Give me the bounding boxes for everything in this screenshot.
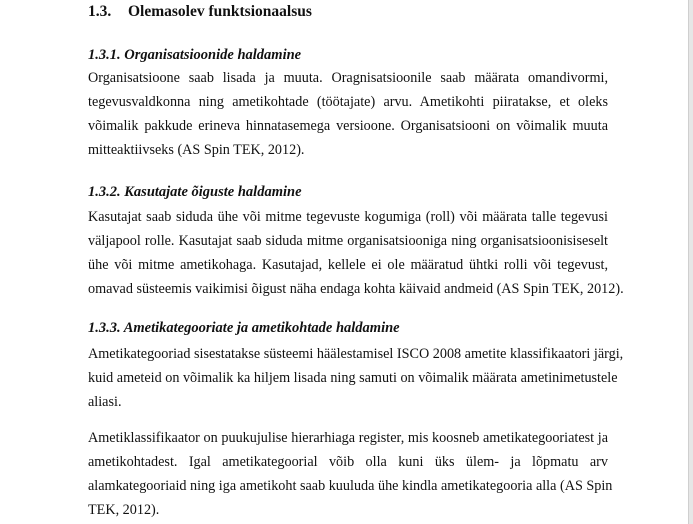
text-line: aliasi.: [88, 394, 122, 410]
subsection-heading-organisations: 1.3.1. Organisatsioonide haldamine: [88, 47, 302, 63]
paragraph-user-rights: [88, 205, 624, 301]
paragraph-job-categories: [88, 342, 624, 414]
section-title: Olemasolev funktsionaalsus: [128, 3, 312, 20]
text-line: tegevusvaldkonna ning ametikohtade (töötajate) arvu. Ametikohti piiratakse, et oleks: [88, 94, 608, 110]
paragraph-job-classifier: [88, 426, 613, 522]
text-line: ametikohtadest. Igal ametikategoorial võib olla kuni üks ülem- ja lõpmatu arv: [88, 454, 608, 470]
text-line: mitteaktiivseks (AS Spin TEK, 2012).: [88, 142, 305, 158]
text-line: Ametikategooriad sisestatakse süsteemi häälestamisel ISCO 2008 ametite klassifikaatori järgi,: [88, 346, 624, 362]
text-line: Ametiklassifikaator on puukujulise hierarhiaga register, mis koosneb ametikategooriatest ja: [88, 430, 608, 446]
text-line: Kasutajat saab siduda ühe või mitme tegevuste kogumiga (roll) või määrata talle tegevusi: [88, 209, 608, 225]
text-line: Organisatsioone saab lisada ja muuta. Oragnisatsioonile saab määrata omandivormi,: [88, 70, 608, 86]
text-line: ühe või mitme ametikohaga. Kasutajad, kellele ei ole määratud ühtki rolli või tegevust,: [88, 257, 608, 273]
text-line: võimalik pakkude erineva hinnatasemega versioone. Organisatsiooni on võimalik muuta: [88, 118, 608, 134]
subsection-heading-user-rights: 1.3.2. Kasutajate õiguste haldamine: [88, 184, 302, 200]
section-number: 1.3.: [88, 3, 112, 20]
page-edge-shadow: [688, 0, 693, 524]
subsection-heading-job-categories: 1.3.3. Ametikategooriate ja ametikohtade haldamine: [88, 320, 400, 336]
text-line: väljapool rolle. Kasutajat saab siduda mitme organisatsiooniga ning organisatsioonisiseselt: [88, 233, 608, 249]
text-line: TEK, 2012).: [88, 502, 160, 518]
section-heading: [88, 3, 312, 21]
text-line: omavad süsteemis vaikimisi õigust näha endaga kohta käivaid andmeid (AS Spin TEK, 2012).: [88, 281, 624, 297]
text-line: kuid ameteid on võimalik ka hiljem lisada ning samuti on võimalik määrata ametinimetustele: [88, 370, 618, 386]
text-line: alamkategooriaid ning iga ametikoht saab kuuluda ühe kindla ametikategooria alla (AS Spin: [88, 478, 613, 494]
paragraph-organisations: [88, 66, 608, 162]
